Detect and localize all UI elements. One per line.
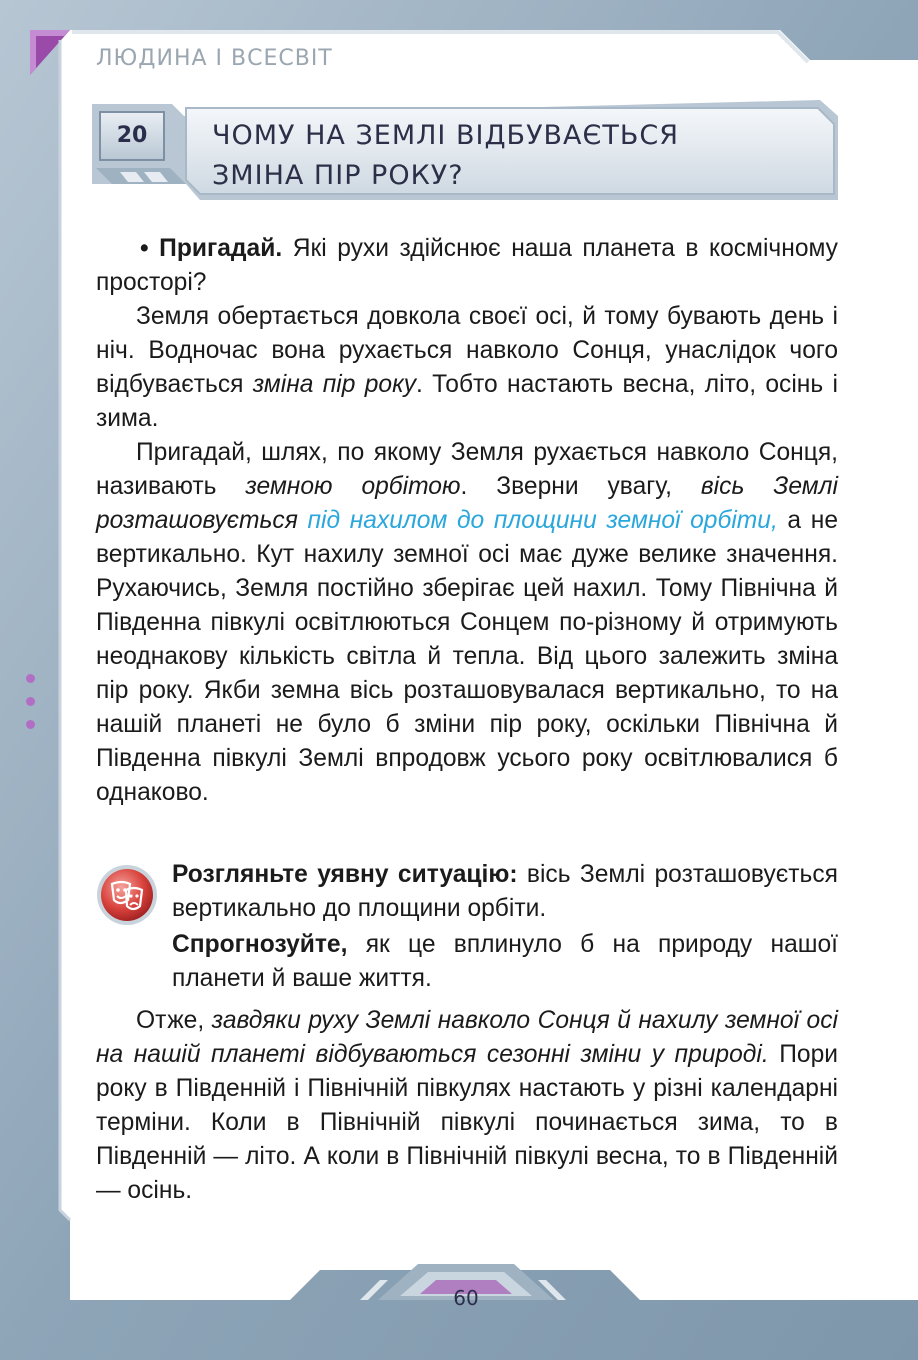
activity-label-predict: Спрогнозуйте, [172,931,348,958]
text-span: а не вертикально. Кут нахилу земної осі має дуже велике значення. Рухаючись, Земля постійно зберігає цей нахил. Тому Північна й Південна півкулі освітлюються Сонцем по-різному й отримують неоднакову кількість світла й тепла. Від цього залежить зміна пір року. Якби земна вісь розташовувалася вертикально, то на нашій планеті не було б зміни пір року, оскільки Північна й Південна півкулі Землі впродовж усього року освітлювалися б однаково. [96,507,839,806]
text-span: Пригадай, шлях, по якому Земля рухається навколо Сонця, називають [96,439,838,500]
page-number: 60 [453,1286,479,1310]
decorative-dot [26,674,35,683]
paragraph-recall [96,232,838,300]
text-span: . Тобто настають весна, літо, осінь і зима. [96,371,838,432]
highlighted-term-link[interactable]: під нахилом до площини земної орбіти, [307,507,778,534]
emphasis-term: зміна пір року [252,371,417,398]
lesson-title [212,116,812,196]
section-header: ЛЮДИНА І ВСЕСВІТ [96,46,333,71]
recall-question: Які рухи здійснює наша планета в космічному просторі? [96,235,838,296]
conclusion-text [96,1004,838,1208]
decorative-dot [26,697,35,706]
title-line-2: ЗМІНА ПІР РОКУ? [212,160,464,191]
emphasis-term: вісь Землі розташовується [96,473,838,534]
emphasis-term: земною орбітою [245,473,461,500]
activity-predict [172,928,838,996]
main-text [96,232,838,810]
title-line-1: ЧОМУ НА ЗЕМЛІ ВІДБУВАЄТЬСЯ [212,120,679,151]
activity-block [172,858,838,996]
activity-scenario-text: вісь Землі розташовується вертикально до площини орбіти. [172,861,838,922]
text-span: Земля обертається довкола своєї осі, й тому бувають день і ніч. Водночас вона рухається навколо Сонця, унаслідок чого відбувається [96,303,838,398]
paragraph-rotation [96,300,838,436]
text-span: . Зверни увагу, [460,473,701,500]
text-span: Пори року в Південній і Північній півкулях настають у різні календарні терміни. Коли в Північній півкулі починається зима, то в Південній — літо. А коли в Північній півкулі весна, то в Південній — осінь. [96,1041,838,1204]
paragraph-conclusion [96,1004,838,1208]
recall-label: Пригадай. [159,235,283,262]
bullet: • [140,235,149,262]
text-span: Отже, [136,1007,212,1034]
activity-scenario [172,858,838,926]
theatre-masks-icon [96,864,158,926]
decorative-dot [26,720,35,729]
activity-predict-text: як це вплинуло б на природу нашої планети й ваше життя. [172,931,838,992]
lesson-number: 20 [116,123,148,148]
paragraph-orbit [96,436,838,810]
activity-label-consider: Розгляньте уявну ситуацію: [172,861,518,888]
emphasis-statement: завдяки руху Землі навколо Сонця й нахилу земної осі на нашій планеті відбуваються сезонні зміни у природі. [96,1007,838,1068]
